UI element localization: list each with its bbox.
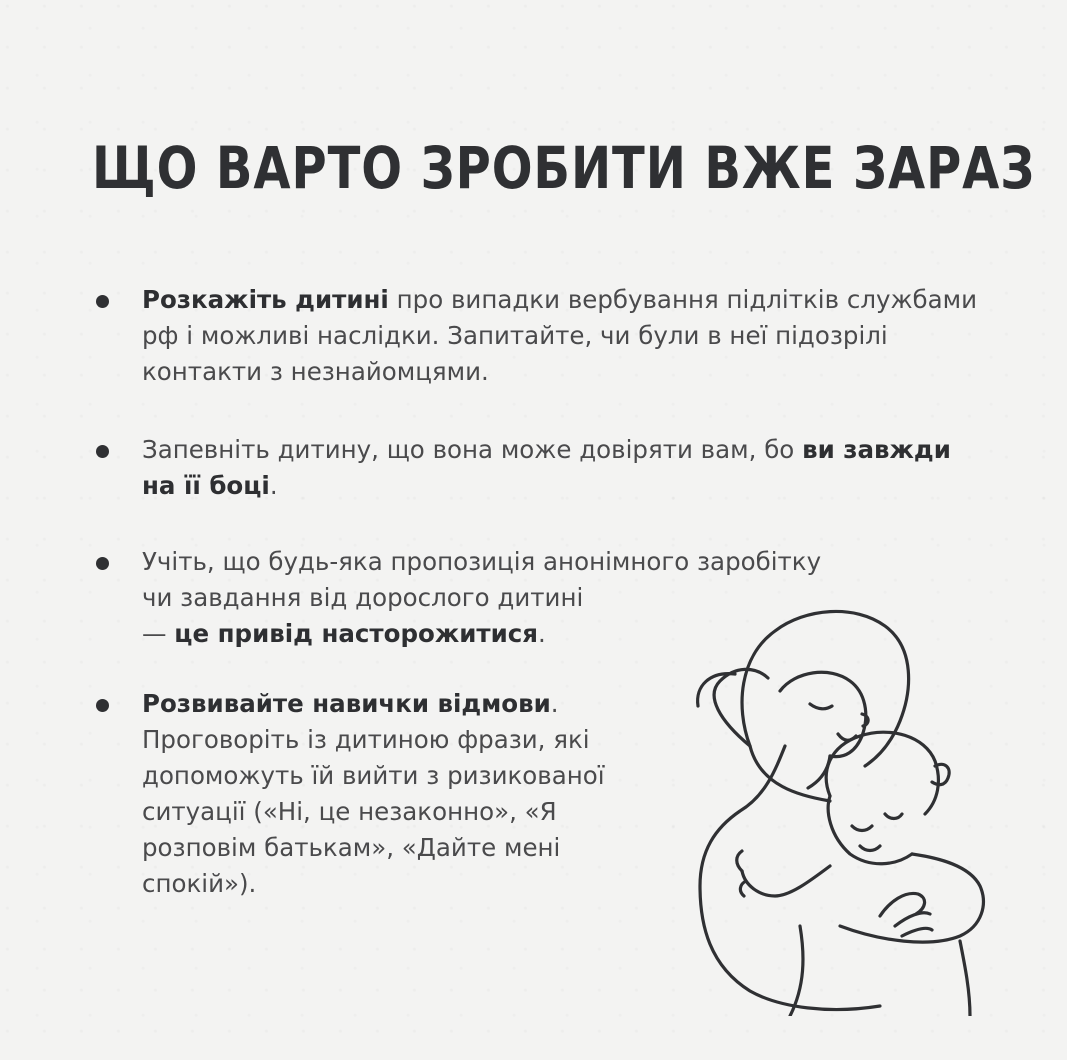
bullet-icon [96, 699, 109, 712]
list-item-body: Запевніть дитину, що вона може довіряти вам, бо [142, 435, 803, 464]
list-item-bold: це привід насторожитися [174, 619, 539, 648]
list-item-body: Проговоріть із дитиною фрази, які допоможуть їй вийти з ризикованої ситуації («Ні, це незаконно», «Я розповім батькам», «Дайте мені спокій»). [142, 725, 605, 898]
list-item-line: чи завдання від дорослого дитині [142, 583, 584, 612]
list-item-text [142, 282, 982, 390]
page-title: ЩО ВАРТО ЗРОБИТИ ВЖЕ ЗАРАЗ [92, 134, 1036, 202]
list-item-bold: Розкажіть дитині [142, 285, 389, 314]
list-item-text [142, 686, 662, 902]
list-item-bold: ви завжди на її боці [142, 435, 951, 500]
list-item-text [142, 432, 982, 504]
list-item-tail: . [550, 689, 559, 718]
list-item-line [142, 686, 662, 722]
list-item-body: про випадки вербування підлітків службами рф і можливі наслідки. Запитайте, чи були в неї підозрілі контакти з незнайомцями. [142, 285, 978, 386]
bullet-icon [96, 557, 109, 570]
bullet-icon [96, 295, 109, 308]
list-item-dash: — [142, 619, 175, 648]
list-item-bold: Розвивайте навички відмови [142, 689, 551, 718]
list-item-tail: . [538, 619, 546, 648]
list-item-tail: . [269, 471, 278, 500]
bullet-icon [96, 445, 109, 458]
list-item-line: Учіть, що будь-яка пропозиція анонімного заробітку [142, 547, 822, 576]
list-item [92, 686, 692, 902]
list-item [92, 432, 992, 504]
list-item [92, 282, 992, 390]
mother-hugging-child-icon [680, 596, 1010, 1016]
